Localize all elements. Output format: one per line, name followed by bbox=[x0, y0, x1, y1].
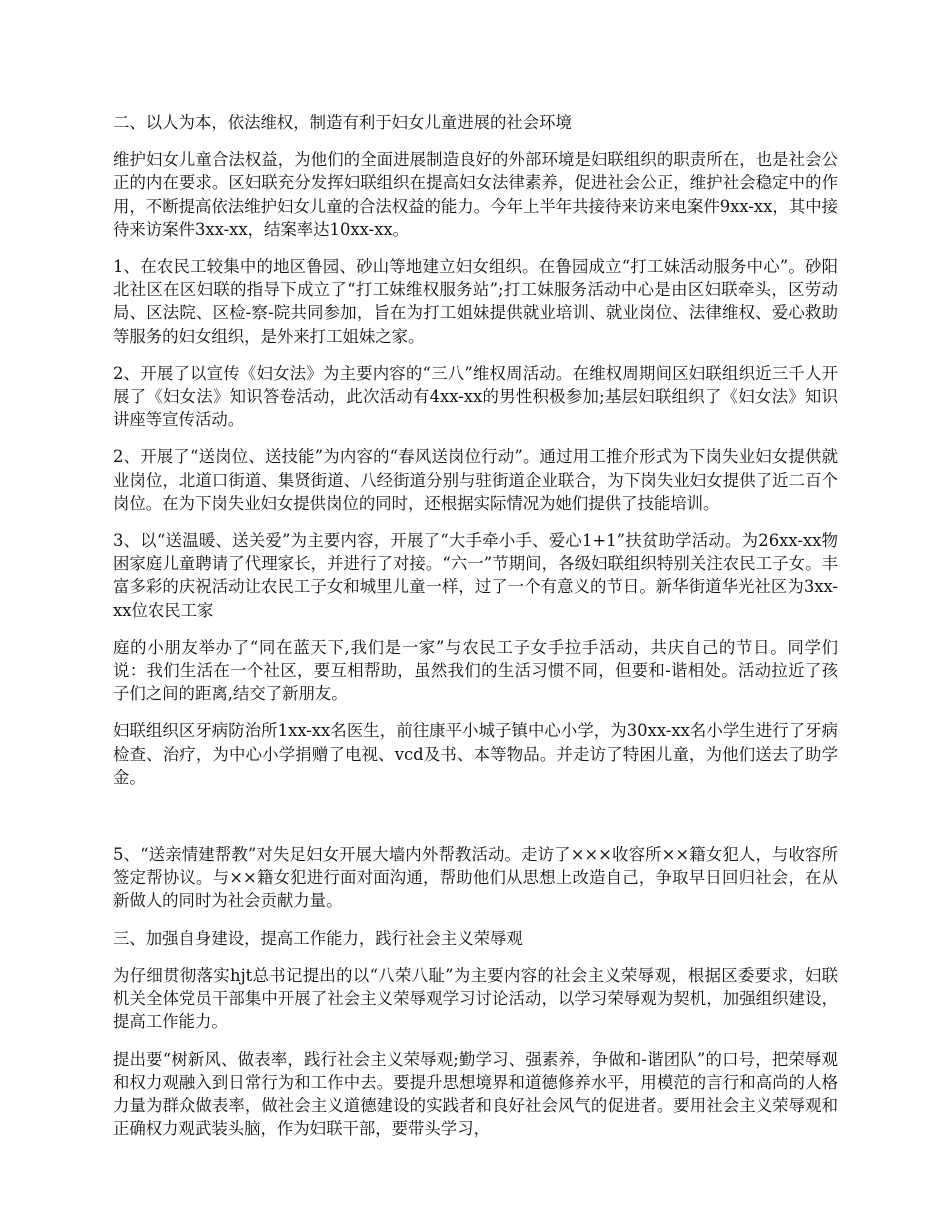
section-heading-3: 三、加强自身建设，提高工作能力，践行社会主义荣辱观 bbox=[113, 928, 523, 948]
section-heading-2: 二、以人为本，依法维权，制造有利于妇女儿童进展的社会环境 bbox=[113, 113, 572, 132]
paragraph-item-5: 5、“送亲情建帮教”对失足妇女开展大墙内外帮教活动。走访了×××收容所××籍女犯人，与收容所签定帮协议。与××籍女犯进行面对面沟通，帮助他们从思想上改造自己，争取早日回归社会，在从新做人的同时为社会贡献力量。 bbox=[113, 845, 838, 911]
paragraph-item-2a: 2、开展了以宣传《妇女法》为主要内容的“三八”维权周活动。在维权周期间区妇联组织近三千人开展了《妇女法》知识答卷活动，此次活动有4xx-xx的男性积极参加;基层妇联组织了《妇女法》知识讲座等宣传活动。 bbox=[113, 363, 838, 430]
paragraph-item-3: 3、以“送温暖、送关爱”为主要内容，开展了“大手牵小手、爱心1+1”扶贫助学活动。为26xx-xx物困家庭儿童聘请了代理家长，并进行了对接。“六一”节期间，各级妇联组织特别关注农民工子女。丰富多彩的庆祝活动让农民工子女和城里儿童一样，过了一个有意义的节日。新华街道华光社区为3xx-xx位农民工家 bbox=[113, 531, 838, 620]
paragraph-item-3-continued: 庭的小朋友举办了“同在蓝天下,我们是一家”与农民工子女手拉手活动，共庆自己的节日。同学们说：我们生活在一个社区，要互相帮助，虽然我们的生活习惯不同，但要和-谐相处。活动拉近了孩子们之间的距离,结交了新朋友。 bbox=[113, 637, 838, 704]
paragraph-slogan: 提出要“树新风、做表率，践行社会主义荣辱观;勤学习、强素养，争做和-谐团队”的口号，把荣辱观和权力观融入到日常行为和工作中去。要提升思想境界和道德修养水平，用模范的言行和高尚的人格力量为群众做表率，做社会主义道德建设的实践者和良好社会风气的促进者。要用社会主义荣辱观和正确权力观武装头脑，作为妇联干部，要带头学习， bbox=[113, 1049, 838, 1139]
blank-gap bbox=[113, 803, 838, 843]
paragraph-item-2b: 2、开展了“送岗位、送技能”为内容的“春风送岗位行动”。通过用工推介形式为下岗失业妇女提供就业岗位，北道口街道、集贤街道、八经街道分别与驻街道企业联合，为下岗失业妇女提供了近二百个岗位。在为下岗失业妇女提供岗位的同时，还根据实际情况为她们提供了技能培训。 bbox=[113, 447, 838, 513]
document-body bbox=[113, 111, 838, 1154]
paragraph-item-1: 1、在农民工较集中的地区鲁园、砂山等地建立妇女组织。在鲁园成立“打工妹活动服务中心”。砂阳北社区在区妇联的指导下成立了“打工妹维权服务站”;打工妹服务活动中心是由区妇联牵头，区劳动局、区法院、区检-察-院共同参加，旨在为打工姐妹提供就业培训、就业岗位、法律维权、爱心救助等服务的妇女组织，是外来打工姐妹之家。 bbox=[113, 257, 838, 346]
paragraph-dental: 妇联组织区牙病防治所1xx-xx名医生，前往康平小城子镇中心小学，为30xx-xx名小学生进行了牙病检查、治疗，为中心小学捐赠了电视、vcd及书、本等物品。并走访了特困儿童，为他们送去了助学金。 bbox=[113, 721, 838, 787]
paragraph-intro: 维护妇女儿童合法权益，为他们的全面进展制造良好的外部环境是妇联组织的职责所在，也是社会公正的内在要求。区妇联充分发挥妇联组织在提高妇女法律素养，促进社会公正，维护社会稳定中的作用，不断提高依法维护妇女儿童的合法权益的能力。今年上半年共接待来访来电案件9xx-xx，其中接待来访案件3xx-xx，结案率达10xx-xx。 bbox=[113, 150, 838, 239]
paragraph-honor-study: 为仔细贯彻落实hjt总书记提出的以“八荣八耻”为主要内容的社会主义荣辱观，根据区委要求，妇联机关全体党员干部集中开展了社会主义荣辱观学习讨论活动，以学习荣辱观为契机，加强组织建设，提高工作能力。 bbox=[113, 965, 838, 1032]
